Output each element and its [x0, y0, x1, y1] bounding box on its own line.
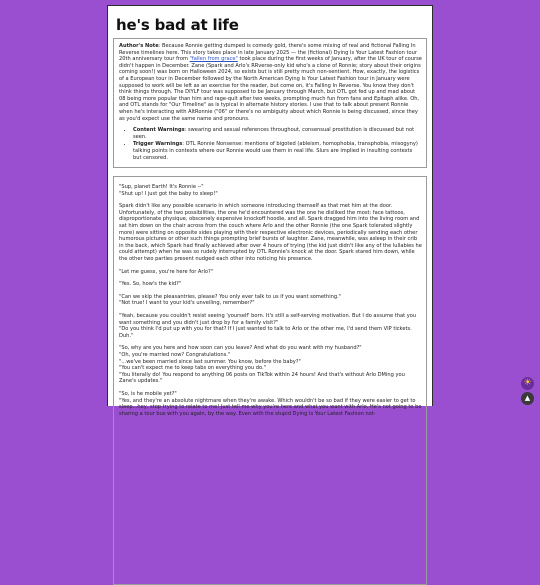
author-note-text-1: : Because Ronnie getting dumped is comedy gold, there's some mixing of real and fictional Falling In Reverse timelines here. This story takes place in late January 2025 — the (fictional) Dying Is Your Latest Fashion tour 20th anniversary tour from [119, 43, 417, 63]
story-line: "Can we skip the pleasantries, please? You only ever talk to us if you want something." [119, 293, 342, 300]
story-line: "Let me guess, you're here for Arlo?" [119, 268, 214, 275]
story-paragraph: Spark didn't like any possible scenario in which someone introducing themself as that met him at the door. Unfortunately, of the two possibilities, the one he'd encountered was the one he disliked the most: face tattoos, disproportionate physique, obscenely expensive knockoff hoodie, and all. Spark dragged him into the living room and sat him down on the chair across from the couch where Arlo and the other Ronnie (the one Spark tolerated slightly more) were sitting on opposite sides playing with their respective electronic devices, periodically sending each other humorous pictures or other such things prompting brief bursts of laughter. Zane, meanwhile, was asleep in their crib in the back, which Spark had finally achieved after over 4 hours of trying (the kid just didn't like any of the lullabies he could attempt) when he was so rudely interrupted by OTL Ronnie's knock at the door. Spark stared him down, while the other two parties present nudged each other into noticing his presence. [119, 203, 422, 263]
story-line: "Not true! I want to your kid's unveiling, remember?" [119, 300, 255, 307]
story-line: "Sup, planet Earth! It's Ronnie --" [119, 184, 204, 191]
chevron-up-icon[interactable]: ▲ [521, 392, 534, 405]
content-warnings-item [133, 127, 422, 140]
story-line: "So, why are you here and how soon can you leave? And what do you want with my husband?" [119, 345, 362, 352]
story-line: "Oh, you're married now? Congratulations." [119, 351, 231, 358]
content-warnings-text: : swearing and sexual references throughout, consensual prostitution is discussed but not seen. [133, 127, 415, 140]
work-title: he's bad at life [116, 16, 239, 34]
work-page [107, 5, 433, 417]
story-line: "Yeah, because you couldn't resist seeing 'yourself' born. It's still a self-serving motivation. But I do assume that you want something and you didn't just drop by for a family visit?" [119, 313, 417, 326]
story-line: "Do you think I'd put up with you for that? If I just wanted to talk to Arlo or the other me, I'd send them VIP tickets. Duh." [119, 326, 412, 339]
trigger-warnings-text: : OTL Ronnie Nonsense: mentions of bigoted (ableism, homophobia, transphobia, misogyny) talking points in contexts where our Ronnie would use them in real life. Slurs are implied in insulting contexts but censored. [133, 141, 418, 161]
trigger-warnings-item [133, 141, 422, 161]
sun-icon[interactable]: ☀ [521, 377, 534, 390]
story-line: "So, is he mobile yet?" [119, 390, 177, 397]
story-line: "You can't expect me to keep tabs on everything you do." [119, 365, 266, 372]
story-line: "You literally do! You respond to anything 06 posts on TikTok within 24 hours! And that's without Arlo DMing you Zane's updates." [119, 371, 405, 385]
content-warnings-label: Content Warnings [133, 127, 185, 134]
author-note [119, 43, 422, 122]
story-line: "Yes, and they're an absolute nightmare when they're awake. Which wouldn't be so bad if they were easier to get to sleep...hey, stop trying to relate to me! Just tell me why you're here and what you want with Arlo. He's not going to be sharing a tour bus with you again, by the way. Even with the stupid Dying Is Your Latest Fashion not- [119, 397, 422, 417]
author-note-box [113, 38, 427, 168]
story-line: "...we've been married since last summer. You know, before the baby?" [119, 358, 301, 365]
trigger-warnings-label: Trigger Warnings [133, 141, 183, 148]
warnings-list [119, 127, 422, 161]
story-body [113, 176, 427, 585]
author-note-label: Author's Note [119, 43, 159, 49]
author-note-text-2: took place during the first weeks of January, after the UK tour of course didn't happen in December. Zane (Spark and Arlo's RRverse-only kid who's a clone of Ronnie; story about their origins coming soon!) was born on Halloween 2024, so exists but is still pretty much non-sentient. How, exactly, the logistics of a European tour in December followed by the North American Dying Is Your Latest Fashion tour in January were supposed to work will be left as an exercise for the reader, but come on, it's Falling In Reverse. You know they don't think things through. The DIYLF tour was supposed to be January through March, but OTL got fed up and mad about 08 being more popular than him and rage-quit after two weeks, prompting much fun from fans and Epitaph alike. Oh, and OTL stands for "Our Timeline" as is typical in alternate history stories. I use that to talk about present Ronnie when he's interacting with AltRonnie ("06" or there's no ambiguity about which Ronnie is being discussed, since they as you'd expect use the same name and pronouns. [119, 56, 422, 122]
story-line: "Yes. So, how's the kid?" [119, 281, 182, 288]
story-line: "Shut up! I just got the baby to sleep!" [119, 190, 218, 197]
fallen-from-grace-link[interactable]: "fallen from grace" [189, 56, 238, 63]
